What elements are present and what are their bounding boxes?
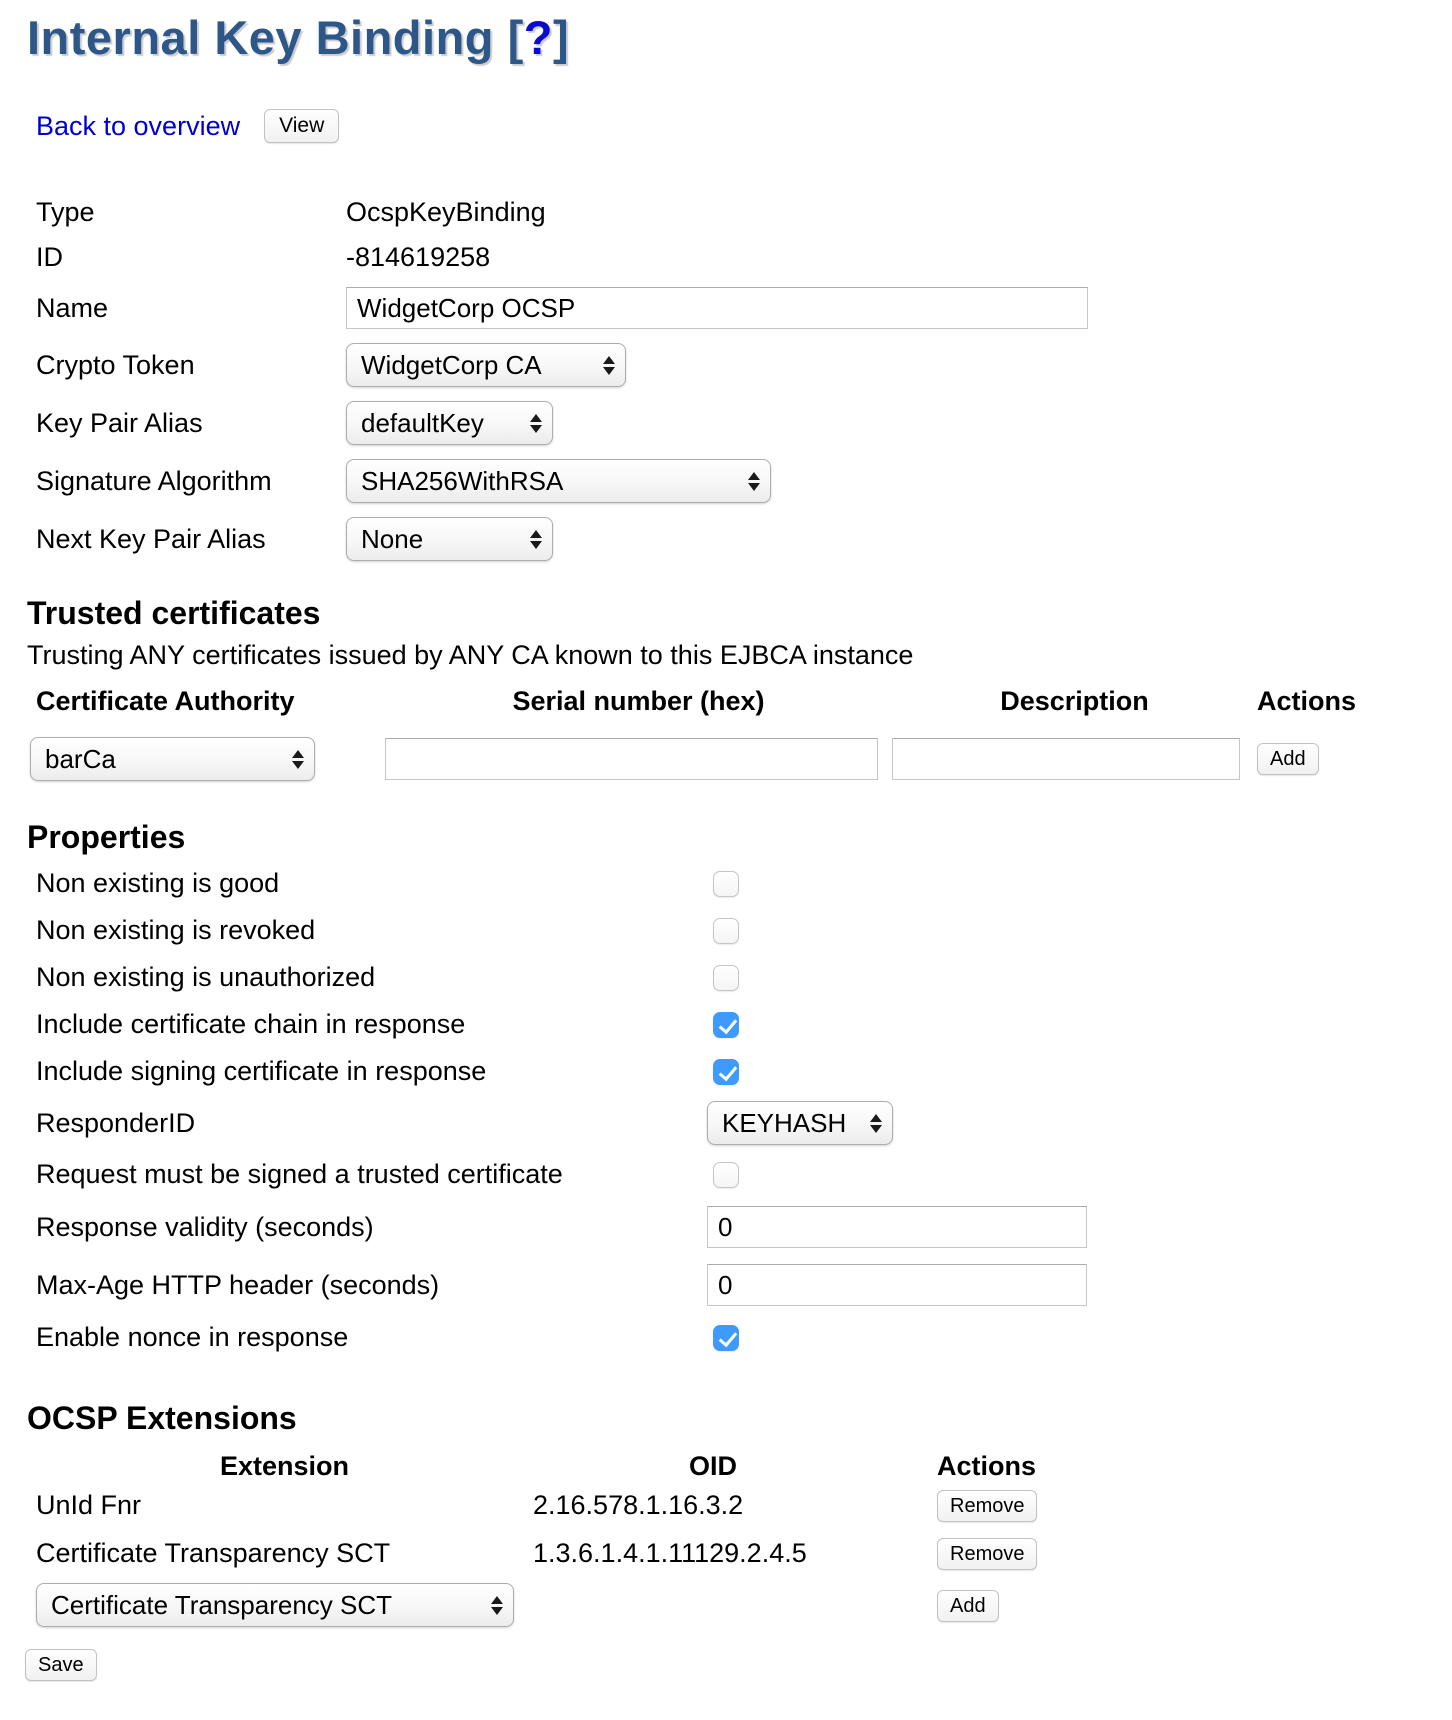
page-title-text: Internal Key Binding — [27, 11, 494, 64]
extension-selected-value: Certificate Transparency SCT — [51, 1589, 393, 1620]
properties-table — [0, 860, 1452, 1361]
id-label: ID — [36, 241, 63, 272]
max-age-http-header-label: Max-Age HTTP header (seconds) — [36, 1269, 440, 1300]
trusted-cert-add-button[interactable]: Add — [1257, 743, 1319, 775]
responder-id-select[interactable] — [707, 1101, 893, 1145]
non-existing-is-good-checkbox[interactable] — [713, 871, 739, 897]
page-title — [27, 10, 1452, 66]
extension-oid: 2.16.578.1.16.3.2 — [533, 1489, 744, 1520]
certificate-authority-selected-value: barCa — [45, 743, 116, 774]
trusted-certificates-heading: Trusted certificates — [27, 595, 321, 631]
extension-name: UnId Fnr — [36, 1489, 142, 1520]
col-serial-number: Serial number (hex) — [512, 686, 765, 716]
key-pair-alias-label: Key Pair Alias — [36, 407, 203, 438]
col-description: Description — [1000, 686, 1149, 716]
ocsp-extensions-header-row — [36, 1451, 1452, 1481]
col-certificate-authority: Certificate Authority — [36, 686, 295, 716]
property-row — [36, 1048, 1452, 1095]
key-pair-alias-selected-value: defaultKey — [361, 407, 484, 438]
next-key-pair-alias-row — [36, 510, 1452, 568]
property-row — [36, 860, 1452, 907]
key-pair-alias-row — [36, 394, 1452, 452]
crypto-token-row — [36, 336, 1452, 394]
trusted-certificates-header-row — [30, 686, 1452, 716]
save-row — [25, 1649, 1452, 1681]
ocsp-extensions-table — [0, 1451, 1452, 1633]
select-stepper-arrows-icon — [292, 750, 304, 769]
next-key-pair-alias-label: Next Key Pair Alias — [36, 523, 266, 554]
extension-oid: 1.3.6.1.4.1.11129.2.4.5 — [533, 1537, 807, 1568]
internal-key-binding-page — [0, 10, 1452, 1720]
name-label: Name — [36, 292, 109, 323]
next-key-pair-alias-selected-value: None — [361, 523, 424, 554]
id-value: -814619258 — [346, 241, 491, 272]
response-validity-input[interactable] — [707, 1206, 1087, 1248]
non-existing-is-unauthorized-label: Non existing is unauthorized — [36, 962, 376, 992]
select-stepper-arrows-icon — [530, 530, 542, 549]
non-existing-is-unauthorized-checkbox[interactable] — [713, 965, 739, 991]
type-row — [36, 190, 1452, 234]
col-oid: OID — [688, 1451, 737, 1481]
add-extension-button[interactable]: Add — [937, 1590, 999, 1622]
property-row — [36, 1095, 1452, 1151]
select-stepper-arrows-icon — [870, 1114, 882, 1133]
key-pair-alias-select[interactable] — [346, 401, 553, 445]
non-existing-is-revoked-checkbox[interactable] — [713, 918, 739, 944]
remove-extension-button[interactable]: Remove — [937, 1538, 1037, 1570]
id-row — [36, 234, 1452, 280]
type-value: OcspKeyBinding — [346, 196, 546, 227]
select-stepper-arrows-icon — [603, 356, 615, 375]
property-row — [36, 1256, 1452, 1314]
include-signing-certificate-checkbox[interactable] — [713, 1059, 739, 1085]
col-actions: Actions — [1257, 686, 1357, 716]
property-row — [36, 907, 1452, 954]
extension-select[interactable] — [36, 1583, 514, 1627]
serial-number-input[interactable] — [385, 738, 878, 780]
responder-id-label: ResponderID — [36, 1107, 196, 1138]
property-row — [36, 1001, 1452, 1048]
include-certificate-chain-label: Include certificate chain in response — [36, 1009, 466, 1039]
ocsp-extension-add-row — [36, 1577, 1452, 1633]
ocsp-extension-row — [36, 1529, 1452, 1577]
certificate-authority-select[interactable] — [30, 737, 315, 781]
enable-nonce-label: Enable nonce in response — [36, 1322, 349, 1352]
nav-row — [36, 108, 1452, 144]
property-row — [36, 1151, 1452, 1198]
responder-id-selected-value: KEYHASH — [722, 1107, 847, 1138]
name-row — [36, 280, 1452, 336]
extension-name: Certificate Transparency SCT — [36, 1537, 391, 1568]
crypto-token-selected-value: WidgetCorp CA — [361, 349, 542, 380]
remove-extension-button[interactable]: Remove — [937, 1490, 1037, 1522]
ocsp-extension-row — [36, 1481, 1452, 1529]
trusted-certificates-add-row — [30, 736, 1452, 782]
property-row — [36, 954, 1452, 1001]
non-existing-is-revoked-label: Non existing is revoked — [36, 915, 316, 945]
select-stepper-arrows-icon — [491, 1596, 503, 1615]
crypto-token-select[interactable] — [346, 343, 626, 387]
trusted-certificates-table — [0, 686, 1452, 782]
description-input[interactable] — [892, 738, 1240, 780]
type-label: Type — [36, 196, 95, 227]
property-row — [36, 1314, 1452, 1361]
request-must-be-signed-checkbox[interactable] — [713, 1162, 739, 1188]
key-binding-form — [0, 190, 1452, 568]
signature-algorithm-label: Signature Algorithm — [36, 465, 272, 496]
include-signing-certificate-label: Include signing certificate in response — [36, 1056, 487, 1086]
help-bracket-close: ] — [552, 11, 570, 64]
save-button[interactable]: Save — [25, 1649, 97, 1681]
back-to-overview-link[interactable]: Back to overview — [36, 110, 241, 141]
next-key-pair-alias-select[interactable] — [346, 517, 553, 561]
non-existing-is-good-label: Non existing is good — [36, 868, 280, 898]
select-stepper-arrows-icon — [530, 414, 542, 433]
max-age-http-header-input[interactable] — [707, 1264, 1087, 1306]
properties-heading: Properties — [27, 819, 186, 855]
view-button[interactable]: View — [264, 109, 339, 143]
signature-algorithm-row — [36, 452, 1452, 510]
signature-algorithm-select[interactable] — [346, 459, 771, 503]
col-ocsp-actions: Actions — [937, 1451, 1037, 1481]
enable-nonce-checkbox[interactable] — [713, 1325, 739, 1351]
ocsp-extensions-heading: OCSP Extensions — [27, 1400, 297, 1436]
help-bracket-open: [ — [507, 11, 524, 64]
help-question-icon[interactable]: ? — [523, 11, 553, 64]
property-row — [36, 1198, 1452, 1256]
signature-algorithm-selected-value: SHA256WithRSA — [361, 465, 564, 496]
select-stepper-arrows-icon — [748, 472, 760, 491]
trusted-certificates-description: Trusting ANY certificates issued by ANY CA known to this EJBCA instance — [27, 640, 914, 670]
help-link[interactable] — [494, 11, 569, 64]
crypto-token-label: Crypto Token — [36, 349, 195, 380]
request-must-be-signed-label: Request must be signed a trusted certificate — [36, 1159, 563, 1189]
col-extension: Extension — [219, 1451, 350, 1481]
name-input[interactable] — [346, 287, 1088, 329]
include-certificate-chain-checkbox[interactable] — [713, 1012, 739, 1038]
response-validity-label: Response validity (seconds) — [36, 1211, 374, 1242]
